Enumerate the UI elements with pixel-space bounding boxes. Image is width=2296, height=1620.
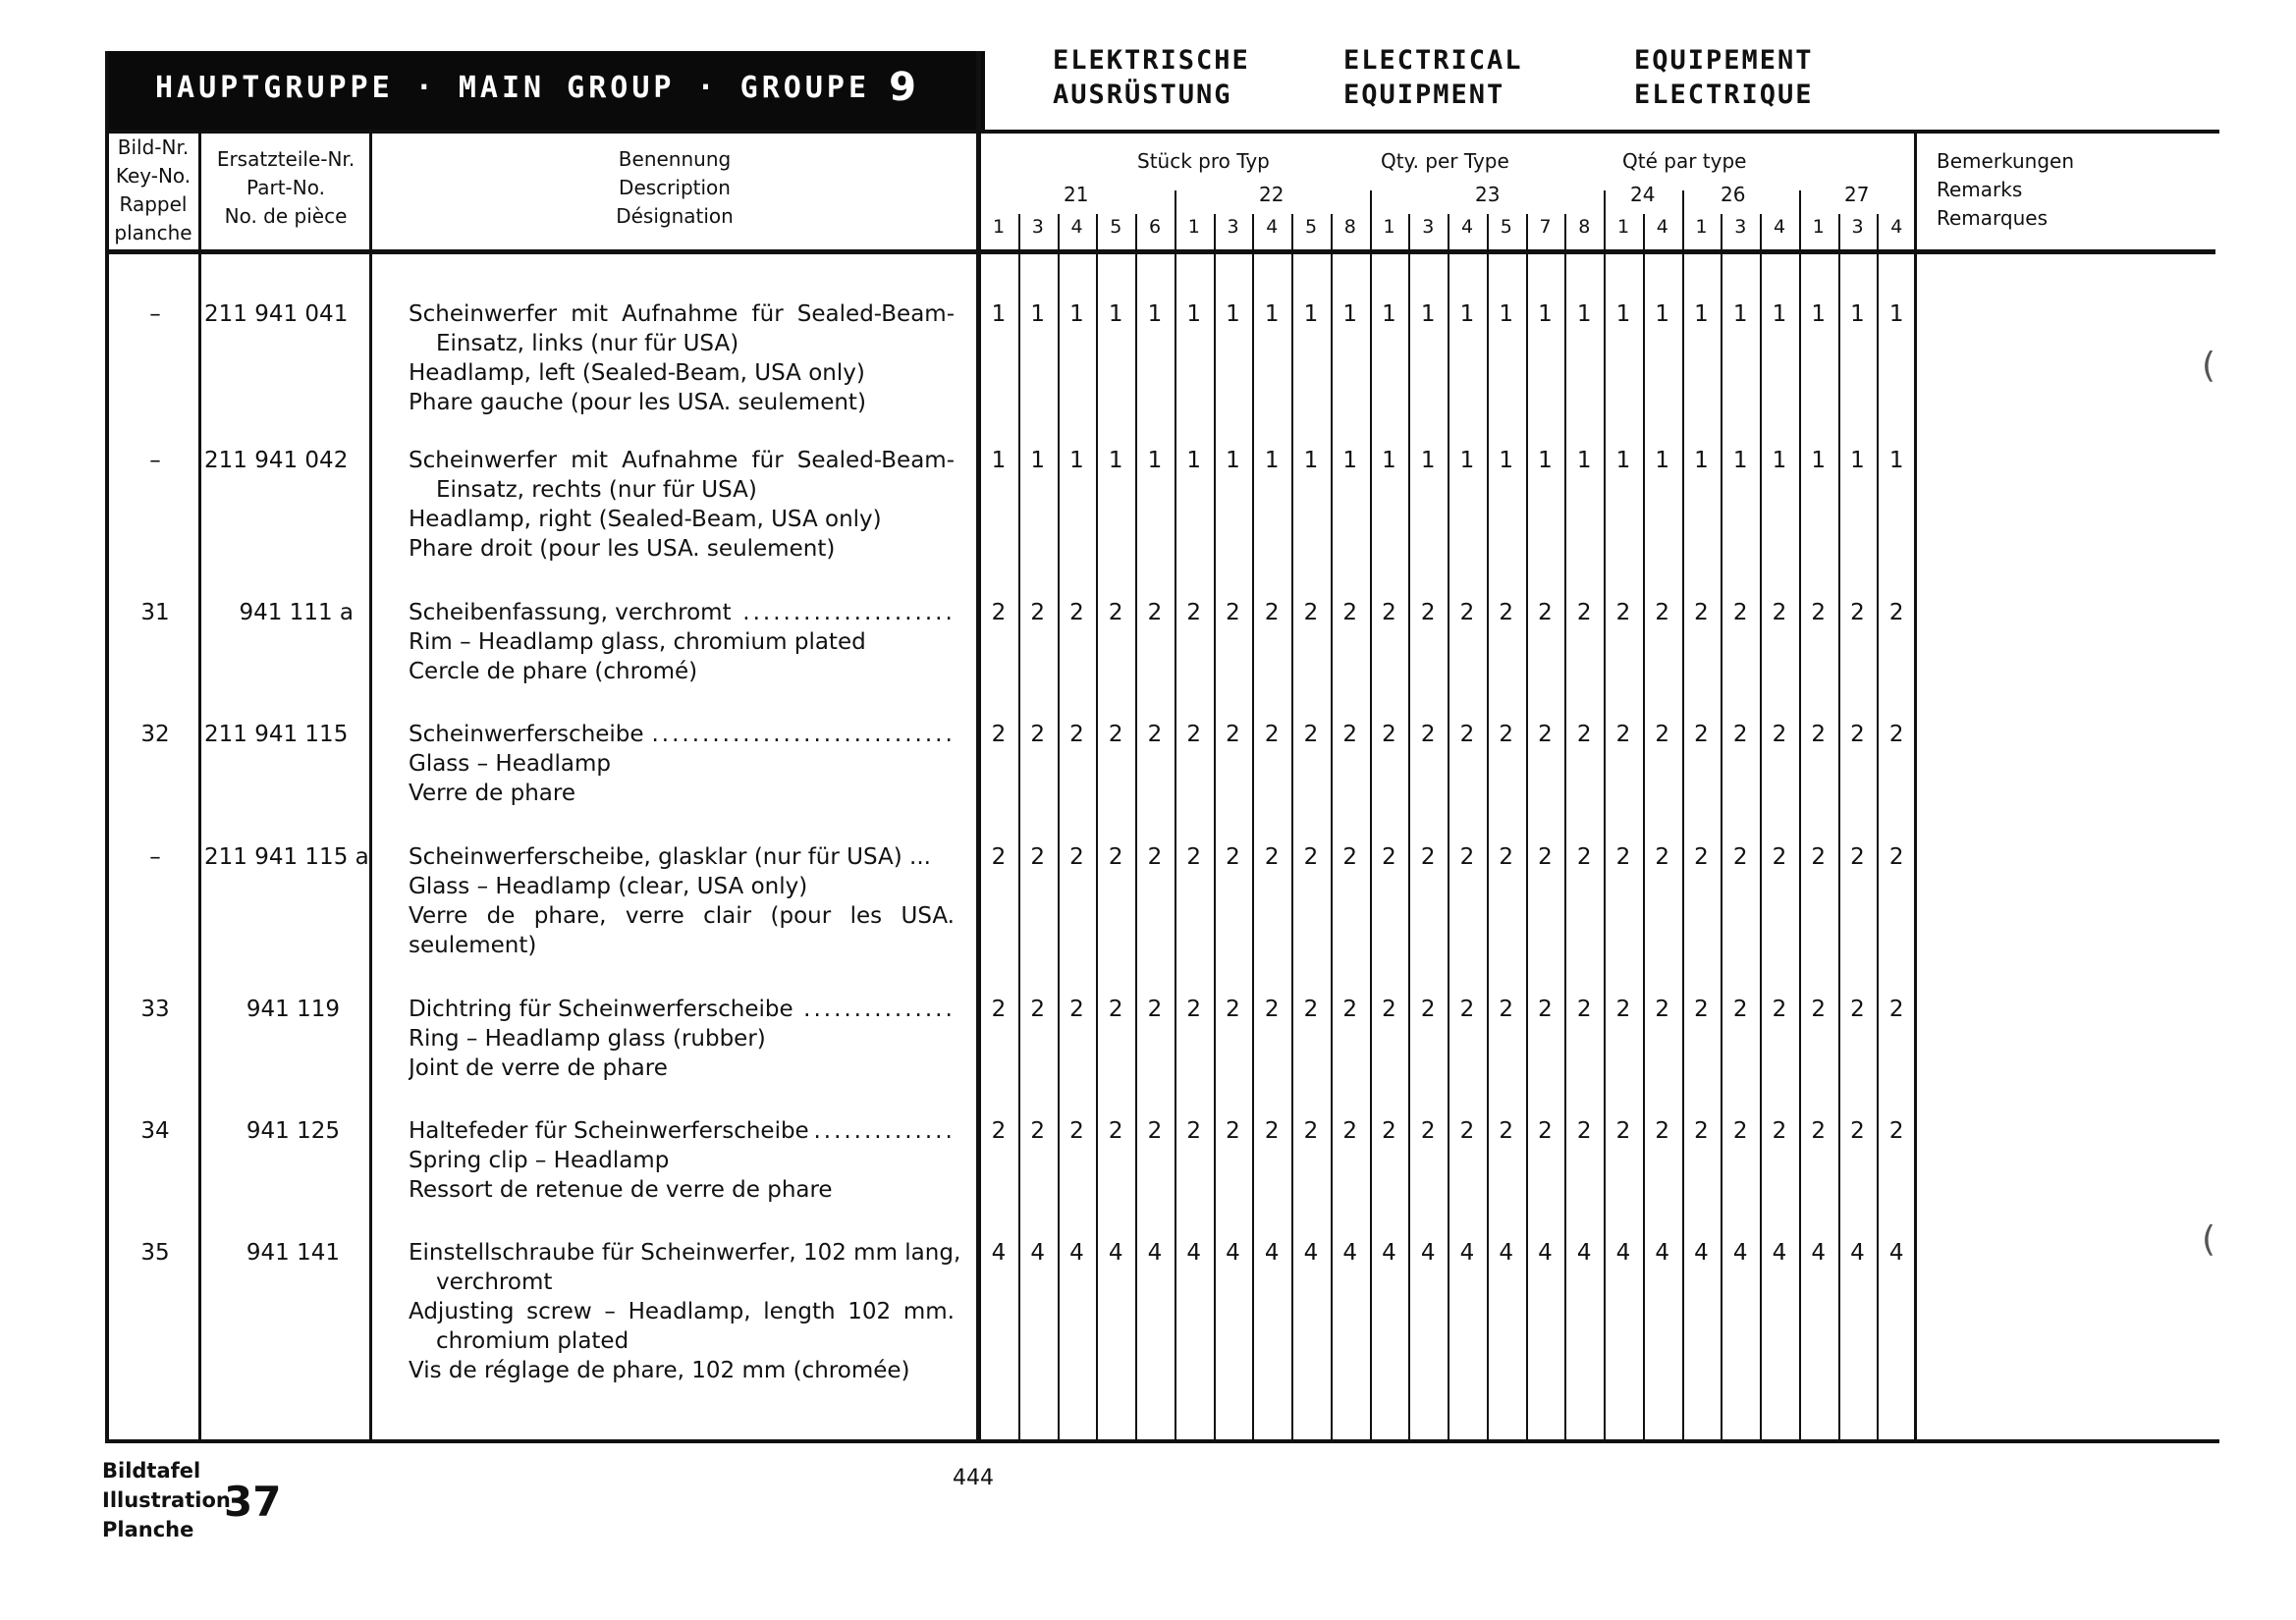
qty-cell: 2 — [1538, 600, 1553, 625]
qty-cell: 1 — [1264, 301, 1280, 327]
sub-column-number: 1 — [992, 216, 1006, 238]
row-part-number: 941 111 a — [239, 600, 354, 625]
qty-cell: 2 — [1538, 997, 1553, 1022]
qty-cell: 2 — [1420, 1118, 1436, 1144]
type-label-22: 22 — [1259, 183, 1285, 206]
qty-cell: 2 — [1030, 844, 1046, 870]
qty-cell: 1 — [1420, 301, 1436, 327]
qty-cell: 2 — [1499, 600, 1514, 625]
row-description: Scheinwerfer mit Aufnahme für Sealed-Beam- Einsatz, rechts (nur für USA) Headlamp, right (Sealed-Beam, USA only) Phare droit (pour les USA. seulement) — [409, 448, 955, 562]
sub-column-number: 5 — [1304, 216, 1318, 238]
qty-cell: 2 — [1694, 1118, 1709, 1144]
qty-cell: 2 — [1420, 997, 1436, 1022]
row-key: 34 — [140, 1118, 170, 1144]
qty-cell: 4 — [1811, 1240, 1827, 1266]
qty-cell: 4 — [1732, 1240, 1748, 1266]
row-part-number: 211 941 115 — [204, 722, 349, 747]
qty-cell: 2 — [1420, 722, 1436, 747]
qty-cell: 4 — [1615, 1240, 1631, 1266]
sub-column-number: 1 — [1616, 216, 1630, 238]
qty-cell: 4 — [1226, 1240, 1240, 1266]
qty-cell: 1 — [1811, 448, 1827, 473]
qty-cell: 2 — [1732, 844, 1748, 870]
qty-cell: 1 — [1499, 301, 1514, 327]
qty-cell: 2 — [1694, 600, 1709, 625]
qty-cell: 1 — [1108, 448, 1123, 473]
sub-column-number: 3 — [1422, 216, 1435, 238]
qty-cell: 2 — [1264, 600, 1280, 625]
header-top-rule — [106, 130, 2219, 134]
qty-cell: 2 — [991, 997, 1007, 1022]
qty-cell: 2 — [1108, 997, 1123, 1022]
qty-cell: 1 — [1576, 301, 1592, 327]
sub-column-number: 8 — [1343, 216, 1356, 238]
qty-cell: 4 — [1850, 1240, 1865, 1266]
qty-cell: 4 — [1108, 1240, 1123, 1266]
qty-cell: 2 — [1655, 997, 1670, 1022]
qty-cell: 1 — [1342, 301, 1358, 327]
sub-column-number: 4 — [1460, 216, 1474, 238]
qty-cell: 2 — [1655, 600, 1670, 625]
qty-cell: 1 — [1342, 448, 1358, 473]
qty-cell: 2 — [1108, 844, 1123, 870]
qty-cell: 2 — [991, 1118, 1007, 1144]
qty-cell: 4 — [1342, 1240, 1358, 1266]
type-label-24: 24 — [1630, 183, 1656, 206]
qty-cell: 2 — [1226, 844, 1240, 870]
row-description: Scheinwerferscheibe ..... Glass – Headlamp Verre de phare — [409, 720, 955, 808]
qty-cell: 2 — [1186, 997, 1202, 1022]
qty-title-fr: Qté par type — [1622, 149, 1747, 173]
qty-cell: 2 — [1069, 1118, 1084, 1144]
qty-cell: 2 — [1303, 600, 1319, 625]
qty-cell: 1 — [1615, 448, 1631, 473]
plate-label: Bildtafel Illustration Planche — [102, 1459, 231, 1541]
table-bottom-rule — [106, 1439, 2219, 1443]
qty-cell: 1 — [1186, 448, 1202, 473]
qty-cell: 4 — [1694, 1240, 1709, 1266]
qty-cell: 2 — [1655, 722, 1670, 747]
sub-column-number: 5 — [1500, 216, 1512, 238]
qty-cell: 2 — [1694, 722, 1709, 747]
qty-cell: 2 — [1850, 600, 1865, 625]
qty-cell: 2 — [1303, 1118, 1319, 1144]
qty-cell: 4 — [1576, 1240, 1592, 1266]
punch-hole-mark: ( — [2202, 1219, 2216, 1260]
part-column-divider — [369, 132, 372, 1441]
qty-cell: 2 — [1342, 600, 1358, 625]
qty-cell: 1 — [1655, 448, 1670, 473]
qty-title-en: Qty. per Type — [1381, 149, 1509, 173]
qty-cell: 2 — [1732, 997, 1748, 1022]
qty-cell: 2 — [1850, 722, 1865, 747]
group-number: 9 — [889, 65, 916, 110]
sub-column-number: 1 — [1695, 216, 1708, 238]
qty-cell: 1 — [1226, 448, 1240, 473]
qty-cell: 2 — [1811, 997, 1827, 1022]
qty-cell: 2 — [1069, 997, 1084, 1022]
qty-cell: 2 — [1576, 844, 1592, 870]
qty-cell: 2 — [1147, 844, 1163, 870]
qty-cell: 1 — [1226, 301, 1240, 327]
category-fr: EQUIPEMENT ELECTRIQUE — [1634, 45, 1814, 110]
qty-cell: 1 — [1732, 301, 1748, 327]
qty-cell: 2 — [1382, 722, 1396, 747]
row-part-number: 211 941 042 — [204, 448, 349, 473]
qty-cell: 2 — [1888, 844, 1904, 870]
qty-cell: 4 — [1264, 1240, 1280, 1266]
qty-cell: 4 — [1459, 1240, 1475, 1266]
qty-cell: 1 — [991, 448, 1007, 473]
qty-cell: 2 — [1264, 722, 1280, 747]
qty-cell: 2 — [1576, 1118, 1592, 1144]
qty-cell: 2 — [1069, 600, 1084, 625]
qty-cell: 2 — [1615, 600, 1631, 625]
qty-cell: 2 — [1108, 722, 1123, 747]
type-label-27: 27 — [1844, 183, 1870, 206]
qty-cell: 1 — [1069, 448, 1084, 473]
type-label-23: 23 — [1475, 183, 1501, 206]
qty-cell: 2 — [1226, 600, 1240, 625]
row-part-number: 941 119 — [246, 997, 340, 1022]
qty-cell: 1 — [1850, 301, 1865, 327]
qty-cell: 1 — [1811, 301, 1827, 327]
qty-cell: 2 — [1342, 1118, 1358, 1144]
qty-cell: 2 — [1186, 722, 1202, 747]
qty-cell: 2 — [1576, 600, 1592, 625]
row-description: Scheinwerferscheibe, glasklar (nur für USA) ... Glass – Headlamp (clear, USA only) Verre de phare, verre clair (pour les USA. seulement) — [409, 844, 955, 958]
qty-cell: 1 — [1030, 448, 1046, 473]
qty-cell: 2 — [1811, 600, 1827, 625]
qty-cell: 2 — [1147, 722, 1163, 747]
row-description: Scheinwerfer mit Aufnahme für Sealed-Beam- Einsatz, links (nur für USA) Headlamp, left (Sealed-Beam, USA only) Phare gauche (pour les USA. seulement) — [409, 301, 955, 415]
qty-cell: 1 — [1147, 301, 1163, 327]
qty-cell: 2 — [1459, 600, 1475, 625]
qty-cell: 1 — [1069, 301, 1084, 327]
row-description: Dichtring für Scheinwerferscheibe ..... Ring – Headlamp glass (rubber) Joint de verre de phare — [409, 995, 955, 1083]
qty-cell: 2 — [1888, 600, 1904, 625]
sub-column-number: 5 — [1110, 216, 1122, 238]
qty-cell: 1 — [1030, 301, 1046, 327]
qty-cell: 2 — [1069, 722, 1084, 747]
qty-cell: 2 — [1888, 722, 1904, 747]
qty-cell: 1 — [1732, 448, 1748, 473]
qty-cell: 2 — [1772, 844, 1787, 870]
row-key: 35 — [140, 1240, 170, 1266]
qty-cell: 2 — [1538, 1118, 1553, 1144]
qty-cell: 2 — [1226, 1118, 1240, 1144]
qty-cell: 1 — [1108, 301, 1123, 327]
qty-cell: 2 — [1382, 997, 1396, 1022]
qty-cell: 2 — [1108, 600, 1123, 625]
qty-cell: 1 — [1694, 448, 1709, 473]
qty-cell: 2 — [1694, 997, 1709, 1022]
qty-cell: 4 — [1030, 1240, 1046, 1266]
qty-cell: 2 — [1147, 1118, 1163, 1144]
qty-cell: 2 — [1459, 722, 1475, 747]
sub-column-number: 4 — [1070, 216, 1083, 238]
sub-column-number: 4 — [1266, 216, 1279, 238]
category-de: ELEKTRISCHE AUSRÜSTUNG — [1053, 45, 1250, 110]
sub-column-number: 3 — [1227, 216, 1239, 238]
qty-cell: 4 — [1303, 1240, 1319, 1266]
qty-cell: 1 — [1888, 448, 1904, 473]
type-label-21: 21 — [1064, 183, 1089, 206]
row-description: Scheibenfassung, verchromt ..... Rim – Headlamp glass, chromium plated Cercle de phare (chromé) — [409, 598, 955, 686]
row-key: 32 — [140, 722, 170, 747]
qty-cell: 2 — [1732, 1118, 1748, 1144]
qty-cell: 2 — [1030, 600, 1046, 625]
qty-cell: 2 — [1811, 844, 1827, 870]
qty-cell: 2 — [1382, 844, 1396, 870]
qty-cell: 2 — [1030, 1118, 1046, 1144]
qty-cell: 4 — [1888, 1240, 1904, 1266]
qty-cell: 2 — [1186, 600, 1202, 625]
sub-column-number: 1 — [1812, 216, 1825, 238]
qty-cell: 2 — [1732, 722, 1748, 747]
qty-title-de: Stück pro Typ — [1137, 149, 1270, 173]
part-column-header: Ersatzteile-Nr. Part-No. No. de pièce — [216, 147, 355, 228]
qty-cell: 1 — [1459, 301, 1475, 327]
qty-cell: 2 — [1459, 997, 1475, 1022]
qty-cell: 1 — [1459, 448, 1475, 473]
table-left-border — [105, 51, 109, 1443]
qty-cell: 1 — [1147, 448, 1163, 473]
sub-column-number: 8 — [1578, 216, 1591, 238]
sub-column-number: 3 — [1031, 216, 1044, 238]
qty-cell: 2 — [1772, 1118, 1787, 1144]
qty-cell: 4 — [1499, 1240, 1514, 1266]
qty-cell: 4 — [1772, 1240, 1787, 1266]
qty-cell: 2 — [1069, 844, 1084, 870]
qty-cell: 2 — [1850, 997, 1865, 1022]
qty-cell: 1 — [1382, 448, 1396, 473]
qty-cell: 1 — [1382, 301, 1396, 327]
qty-cell: 2 — [1499, 722, 1514, 747]
row-key: – — [149, 844, 161, 870]
qty-cell: 2 — [1538, 844, 1553, 870]
row-key: – — [149, 448, 161, 473]
qty-cell: 2 — [1147, 997, 1163, 1022]
qty-cell: 1 — [1576, 448, 1592, 473]
qty-cell: 2 — [1811, 1118, 1827, 1144]
qty-cell: 2 — [1655, 1118, 1670, 1144]
qty-cell: 2 — [1303, 844, 1319, 870]
qty-cell: 2 — [1382, 600, 1396, 625]
row-key: – — [149, 301, 161, 327]
qty-cell: 2 — [1850, 1118, 1865, 1144]
main-group-banner — [106, 51, 985, 130]
plate-number: 37 — [224, 1478, 282, 1526]
category-en: ELECTRICAL EQUIPMENT — [1343, 45, 1523, 110]
qty-cell: 1 — [1615, 301, 1631, 327]
qty-cell: 1 — [1694, 301, 1709, 327]
qty-cell: 2 — [1382, 1118, 1396, 1144]
qty-cell: 2 — [1420, 600, 1436, 625]
row-part-number: 941 141 — [246, 1240, 340, 1266]
qty-cell: 2 — [1420, 844, 1436, 870]
qty-cell: 2 — [1226, 997, 1240, 1022]
qty-cell: 2 — [1342, 844, 1358, 870]
qty-cell: 2 — [1264, 844, 1280, 870]
qty-cell: 2 — [1655, 844, 1670, 870]
qty-cell: 2 — [991, 844, 1007, 870]
row-description: Haltefeder für Scheinwerferscheibe ..... Spring clip – Headlamp Ressort de retenue de verre de phare — [409, 1116, 955, 1205]
row-key: 33 — [140, 997, 170, 1022]
desc-column-header: Benennung Description Désignation — [616, 147, 734, 228]
qty-cell: 1 — [1888, 301, 1904, 327]
qty-cell: 2 — [1772, 600, 1787, 625]
header-bottom-rule — [106, 249, 2215, 254]
sub-column-number: 3 — [1734, 216, 1747, 238]
qty-cell: 2 — [1459, 844, 1475, 870]
qty-cell: 2 — [1342, 997, 1358, 1022]
qty-cell: 2 — [1226, 722, 1240, 747]
qty-cell: 1 — [1538, 448, 1553, 473]
qty-cell: 2 — [1888, 1118, 1904, 1144]
qty-cell: 4 — [1655, 1240, 1670, 1266]
qty-cell: 2 — [1538, 722, 1553, 747]
punch-hole-mark: ( — [2202, 346, 2216, 386]
sub-column-number: 1 — [1187, 216, 1200, 238]
key-column-header: Bild-Nr. Key-No. Rappel planche — [114, 135, 192, 244]
qty-cell: 2 — [991, 600, 1007, 625]
main-group-title: HAUPTGRUPPE · MAIN GROUP · GROUPE — [155, 71, 871, 105]
sub-column-number: 4 — [1656, 216, 1668, 238]
qty-cell: 1 — [1264, 448, 1280, 473]
qty-cell: 2 — [1576, 997, 1592, 1022]
qty-cell: 2 — [1772, 997, 1787, 1022]
row-description: Einstellschraube für Scheinwerfer, 102 mm lang, verchromt Adjusting screw – Headlamp, length 102 mm. chromium plated Vis de réglage de phare, 102 mm (chromée) — [409, 1240, 961, 1383]
qty-cell: 2 — [1850, 844, 1865, 870]
qty-cell: 4 — [1069, 1240, 1084, 1266]
sub-column-number: 7 — [1539, 216, 1552, 238]
qty-cell: 2 — [1186, 844, 1202, 870]
row-part-number: 211 941 041 — [204, 301, 349, 327]
qty-cell: 4 — [1382, 1240, 1396, 1266]
qty-cell: 1 — [1420, 448, 1436, 473]
qty-cell: 1 — [1499, 448, 1514, 473]
qty-cell: 1 — [991, 301, 1007, 327]
qty-cell: 2 — [1615, 997, 1631, 1022]
qty-cell: 1 — [1655, 301, 1670, 327]
sub-column-number: 4 — [1890, 216, 1903, 238]
row-part-number: 211 941 115 a — [204, 844, 369, 870]
qty-cell: 2 — [1576, 722, 1592, 747]
qty-cell: 2 — [1186, 1118, 1202, 1144]
qty-cell: 2 — [1499, 844, 1514, 870]
qty-cell: 2 — [1772, 722, 1787, 747]
qty-cell: 2 — [1615, 722, 1631, 747]
qty-cell: 2 — [1499, 1118, 1514, 1144]
qty-cell: 2 — [1264, 1118, 1280, 1144]
sub-column-number: 3 — [1851, 216, 1864, 238]
qty-cell: 2 — [991, 722, 1007, 747]
qty-cell: 1 — [1303, 448, 1319, 473]
qty-cell: 1 — [1772, 301, 1787, 327]
qty-cell: 2 — [1303, 722, 1319, 747]
qty-cell: 2 — [1147, 600, 1163, 625]
qty-cell: 2 — [1615, 844, 1631, 870]
qty-cell: 2 — [1459, 1118, 1475, 1144]
qty-cell: 4 — [991, 1240, 1007, 1266]
qty-cell: 2 — [1694, 844, 1709, 870]
page-number: 444 — [953, 1466, 994, 1490]
qty-cell: 2 — [1732, 600, 1748, 625]
qty-cell: 2 — [1264, 997, 1280, 1022]
qty-cell: 2 — [1811, 722, 1827, 747]
qty-cell: 4 — [1186, 1240, 1202, 1266]
row-key: 31 — [140, 600, 170, 625]
sub-column-number: 4 — [1773, 216, 1786, 238]
qty-cell: 2 — [1342, 722, 1358, 747]
qty-cell: 2 — [1030, 722, 1046, 747]
qty-cell: 1 — [1303, 301, 1319, 327]
remarks-column-header: Bemerkungen Remarks Remarques — [1937, 149, 2075, 230]
qty-cell: 1 — [1538, 301, 1553, 327]
qty-cell: 2 — [1108, 1118, 1123, 1144]
qty-cell: 2 — [1499, 997, 1514, 1022]
type-label-26: 26 — [1721, 183, 1746, 206]
qty-cell: 4 — [1147, 1240, 1163, 1266]
qty-cell: 1 — [1186, 301, 1202, 327]
qty-cell: 4 — [1538, 1240, 1553, 1266]
qty-cell: 2 — [1030, 997, 1046, 1022]
qty-cell: 1 — [1772, 448, 1787, 473]
qty-cell: 2 — [1303, 997, 1319, 1022]
qty-cell: 4 — [1420, 1240, 1436, 1266]
sub-column-number: 1 — [1383, 216, 1395, 238]
qty-cell: 2 — [1615, 1118, 1631, 1144]
qty-cell: 1 — [1850, 448, 1865, 473]
sub-column-number: 6 — [1148, 216, 1162, 238]
row-part-number: 941 125 — [246, 1118, 340, 1144]
qty-cell: 2 — [1888, 997, 1904, 1022]
